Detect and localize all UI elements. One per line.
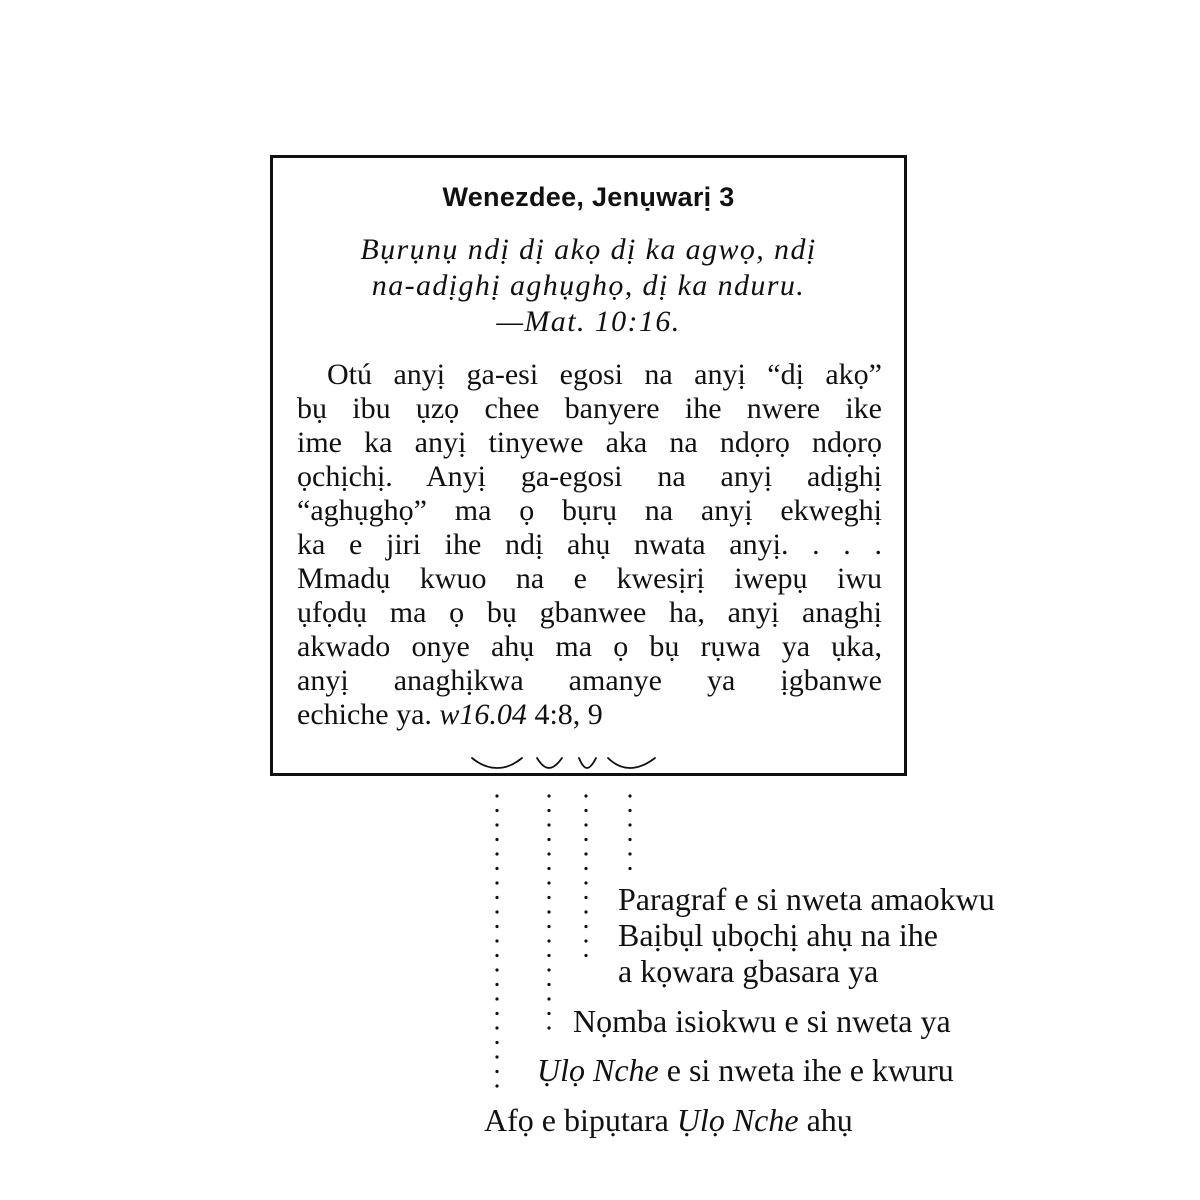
legend-prefix: Afọ e bipụtara [484,1102,669,1138]
scripture-citation: —Mat. 10:16. [496,305,681,338]
brace-paragraphs [608,758,655,768]
brace-magazine-issue [472,758,522,768]
body-line: ọchịchị. Anyị ga-egosi na anyị adịghị [297,460,882,493]
body-line: Mmadụ kwuo na e kwesịrị iwepụ iwu [297,562,882,595]
scripture-line: Bụrụnụ ndị dị akọ dị ka agwọ, ndị [360,233,817,266]
reference-paragraphs: 8, 9 [557,698,603,731]
legend-line: Paragraf e si nweta amaokwu [618,881,995,917]
body-line: ka e jiri ihe ndị ahụ nwata anyị. . . . [297,528,882,561]
body-line: bụ ibu ụzọ chee banyere ihe nwere ike [297,392,882,425]
brace-page-number [579,758,596,768]
body-line: akwado onye ahụ ma ọ bụ rụwa ya ụka, [297,630,882,663]
legend-paragraphs [618,881,995,989]
body-line: ime ka anyị tinyewe aka na ndọrọ ndọrọ [297,426,882,459]
magazine-name: Ụlọ Nche [537,1052,659,1088]
legend-line: Baịbụl ụbọchị ahụ na ihe [618,917,938,953]
legend-issue [484,1102,853,1138]
body-line: anyị anaghịkwa amanye ya ịgbanwe [297,664,882,697]
reference-page: 4 [534,698,550,731]
brace-magazine-article [537,758,562,768]
reference-separator: : [549,698,558,731]
body-last-text: echiche ya. [297,698,432,731]
legend-page-number: Nọmba isiokwu e si nweta ya [573,1003,951,1039]
body-line: ụfọdụ ma ọ bụ gbanwee ha, anyị anaghị [297,596,882,629]
reference-magazine-code: w16.04 [439,698,527,731]
body-line: Otú anyị ga-esi egosi na anyị “dị akọ” [327,358,882,391]
legend-text: e si nweta ihe e kwuru [666,1052,954,1088]
legend-suffix: ahụ [806,1102,853,1138]
scripture-line: na-adịghị aghụghọ, dị ka nduru. [371,269,806,302]
legend-line: a kọwara gbasara ya [618,953,879,989]
body-line: “aghụghọ” ma ọ bụrụ na anyị ekweghị [297,494,882,527]
legend-article [537,1052,954,1088]
date-title: Wenezdee, Jenụwarị 3 [442,182,735,212]
magazine-name: Ụlọ Nche [676,1102,799,1138]
